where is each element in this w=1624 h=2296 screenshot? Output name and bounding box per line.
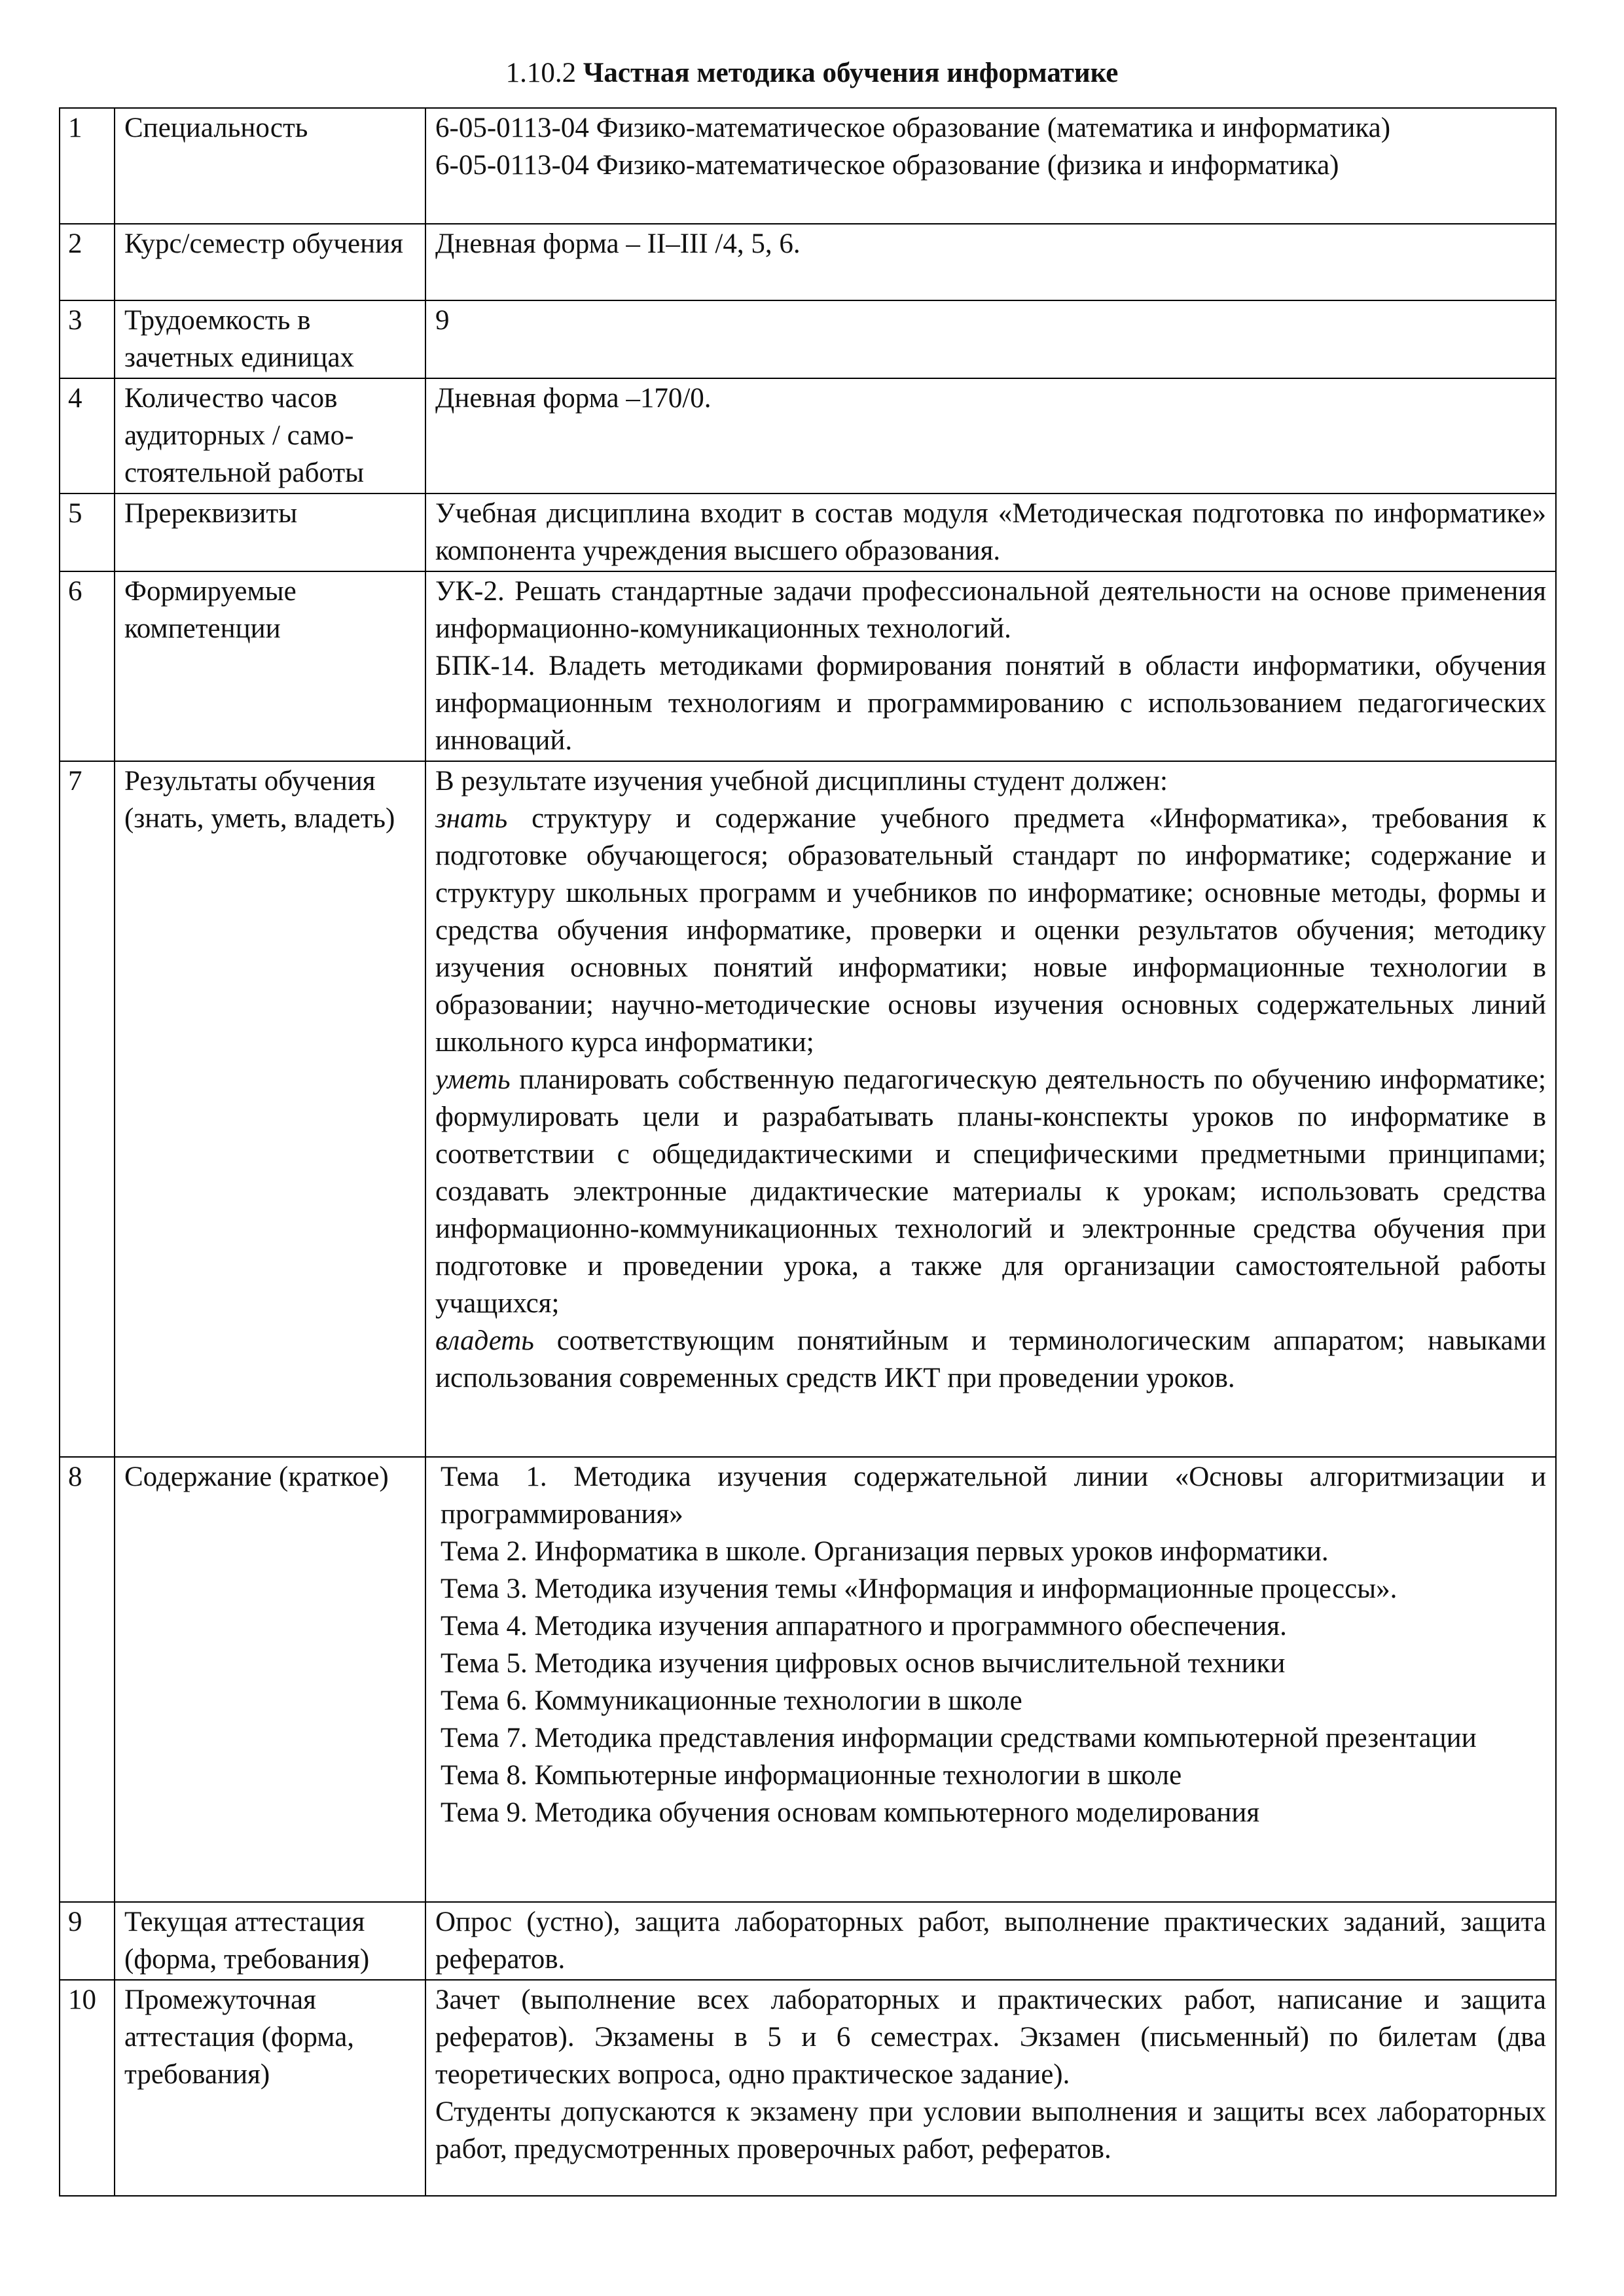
- table-row: [60, 571, 1556, 761]
- topic-item: Тема 4. Методика изучения аппаратного и программного обеспечения.: [441, 1611, 1287, 1641]
- results-intro: В результате изучения учебной дисциплины студент должен:: [435, 766, 1168, 797]
- row-number: 6: [60, 571, 115, 761]
- row-number: 7: [60, 761, 115, 1457]
- topic-item: Тема 8. Компьютерные информационные технологии в школе: [441, 1760, 1182, 1791]
- table-row: [60, 761, 1556, 1457]
- table-row: [60, 493, 1556, 571]
- results-know: [435, 800, 1546, 1061]
- can-text: планировать собственную педагогическую деятельность по обучению информатике; формулировать цели и разрабатывать планы-конспекты уроков по информатике в соответствии с общедидактическими и специфическими предметными принципами; создавать электронные дидактические материалы к урокам; использовать средства информационно-коммуникационных технологий и электронные средства обучения при подготовке и проведении урока, а также для организации самостоятельной работы учащихся;: [435, 1064, 1546, 1319]
- content-line: Опрос (устно), защита лабораторных работ, выполнение практических заданий, защита рефератов.: [435, 1907, 1546, 1975]
- row-content: [425, 1902, 1556, 1980]
- row-content: [425, 378, 1556, 493]
- row-number: 9: [60, 1902, 115, 1980]
- section-number: 1.10.2: [505, 58, 577, 88]
- topic-item: Тема 7. Методика представления информации средствами компьютерной презентации: [441, 1723, 1477, 1753]
- content-line: Дневная форма –170/0.: [435, 383, 712, 414]
- row-label: Пререквизиты: [115, 493, 425, 571]
- content-line: Дневная форма – II–III /4, 5, 6.: [435, 228, 801, 259]
- row-label: Содержание (краткое): [115, 1457, 425, 1902]
- content-line: УК-2. Решать стандартные задачи профессиональной деятельности на основе применения информационно-комуникационных технологий.: [435, 576, 1546, 644]
- topic-item: Тема 6. Коммуникационные технологии в школе: [441, 1685, 1022, 1716]
- content-line: Учебная дисциплина входит в состав модуля «Методическая подготовка по информатике» компонента учреждения высшего образования.: [435, 498, 1546, 566]
- know-text: структуру и содержание учебного предмета «Информатика», требования к подготовке обучающегося; образовательный стандарт по информатике; содержание и структуру школьных программ и учебников по информатике; основные методы, формы и средства обучения информатике, проверки и оценки результатов обучения; методику изучения основных понятий информатики; новые информационные технологии в образовании; научно-методические основы изучения основных содержательных линий школьного курса информатики;: [435, 803, 1546, 1058]
- content-line: Студенты допускаются к экзамену при условии выполнения и защиты всех лабораторных работ, предусмотренных проверочных работ, рефератов.: [435, 2096, 1546, 2164]
- content-line: 6-05-0113-04 Физико-математическое образование (физика и информатика): [435, 150, 1339, 181]
- row-content: [425, 493, 1556, 571]
- know-keyword: знать: [435, 803, 508, 834]
- own-keyword: владеть: [435, 1325, 534, 1356]
- row-label: Текущая аттестация (форма, требования): [115, 1902, 425, 1980]
- row-number: 3: [60, 300, 115, 378]
- table-row: [60, 1980, 1556, 2196]
- row-content: [425, 300, 1556, 378]
- content-line: Зачет (выполнение всех лабораторных и практических работ, написание и защита рефератов). Экзамены в 5 и 6 семестрах. Экзамен (письменный) по билетам (два теоретических вопроса, одно практическое задание).: [435, 1984, 1546, 2090]
- table-row: [60, 378, 1556, 493]
- row-number: 1: [60, 108, 115, 224]
- topic-item: Тема 1. Методика изучения содержательной линии «Основы алгоритмизации и программирования»: [441, 1462, 1546, 1530]
- content-line: БПК-14. Владеть методиками формирования понятий в области информатики, обучения информационным технологиям и программированию с использованием педагогических инноваций.: [435, 651, 1546, 756]
- row-number: 4: [60, 378, 115, 493]
- content-line: 9: [435, 305, 450, 336]
- results-own: [435, 1322, 1546, 1397]
- results-can: [435, 1061, 1546, 1322]
- row-label: Количество часов аудиторных / само-стоятельной работы: [115, 378, 425, 493]
- row-label: Курс/семестр обучения: [115, 224, 425, 300]
- discipline-table: [59, 107, 1557, 2197]
- row-number: 5: [60, 493, 115, 571]
- topic-item: Тема 5. Методика изучения цифровых основ вычислительной техники: [441, 1648, 1286, 1679]
- section-title: Частная методика обучения информатике: [583, 58, 1119, 88]
- table-row: [60, 1457, 1556, 1902]
- row-number: 8: [60, 1457, 115, 1902]
- own-text: соответствующим понятийным и терминологическим аппаратом; навыками использования современных средств ИКТ при проведении уроков.: [435, 1325, 1546, 1393]
- row-label: Промежуточная аттестация (форма, требования): [115, 1980, 425, 2196]
- row-number: 10: [60, 1980, 115, 2196]
- can-keyword: уметь: [435, 1064, 511, 1095]
- table-row: [60, 300, 1556, 378]
- row-label: Результаты обучения (знать, уметь, владеть): [115, 761, 425, 1457]
- topic-item: Тема 2. Информатика в школе. Организация первых уроков информатики.: [441, 1536, 1329, 1567]
- row-content: [425, 761, 1556, 1457]
- row-content: [425, 1457, 1556, 1902]
- row-number: 2: [60, 224, 115, 300]
- table-row: [60, 108, 1556, 224]
- topic-item: Тема 9. Методика обучения основам компьютерного моделирования: [441, 1797, 1260, 1828]
- row-label: Формируемые компетенции: [115, 571, 425, 761]
- content-line: 6-05-0113-04 Физико-математическое образование (математика и информатика): [435, 113, 1391, 143]
- table-row: [60, 224, 1556, 300]
- row-label: Специальность: [115, 108, 425, 224]
- row-label: Трудоемкость в зачетных единицах: [115, 300, 425, 378]
- row-content: [425, 108, 1556, 224]
- page-title: [0, 55, 1624, 92]
- row-content: [425, 571, 1556, 761]
- row-content: [425, 1980, 1556, 2196]
- topic-item: Тема 3. Методика изучения темы «Информация и информационные процессы».: [441, 1573, 1398, 1604]
- row-content: [425, 224, 1556, 300]
- table-row: [60, 1902, 1556, 1980]
